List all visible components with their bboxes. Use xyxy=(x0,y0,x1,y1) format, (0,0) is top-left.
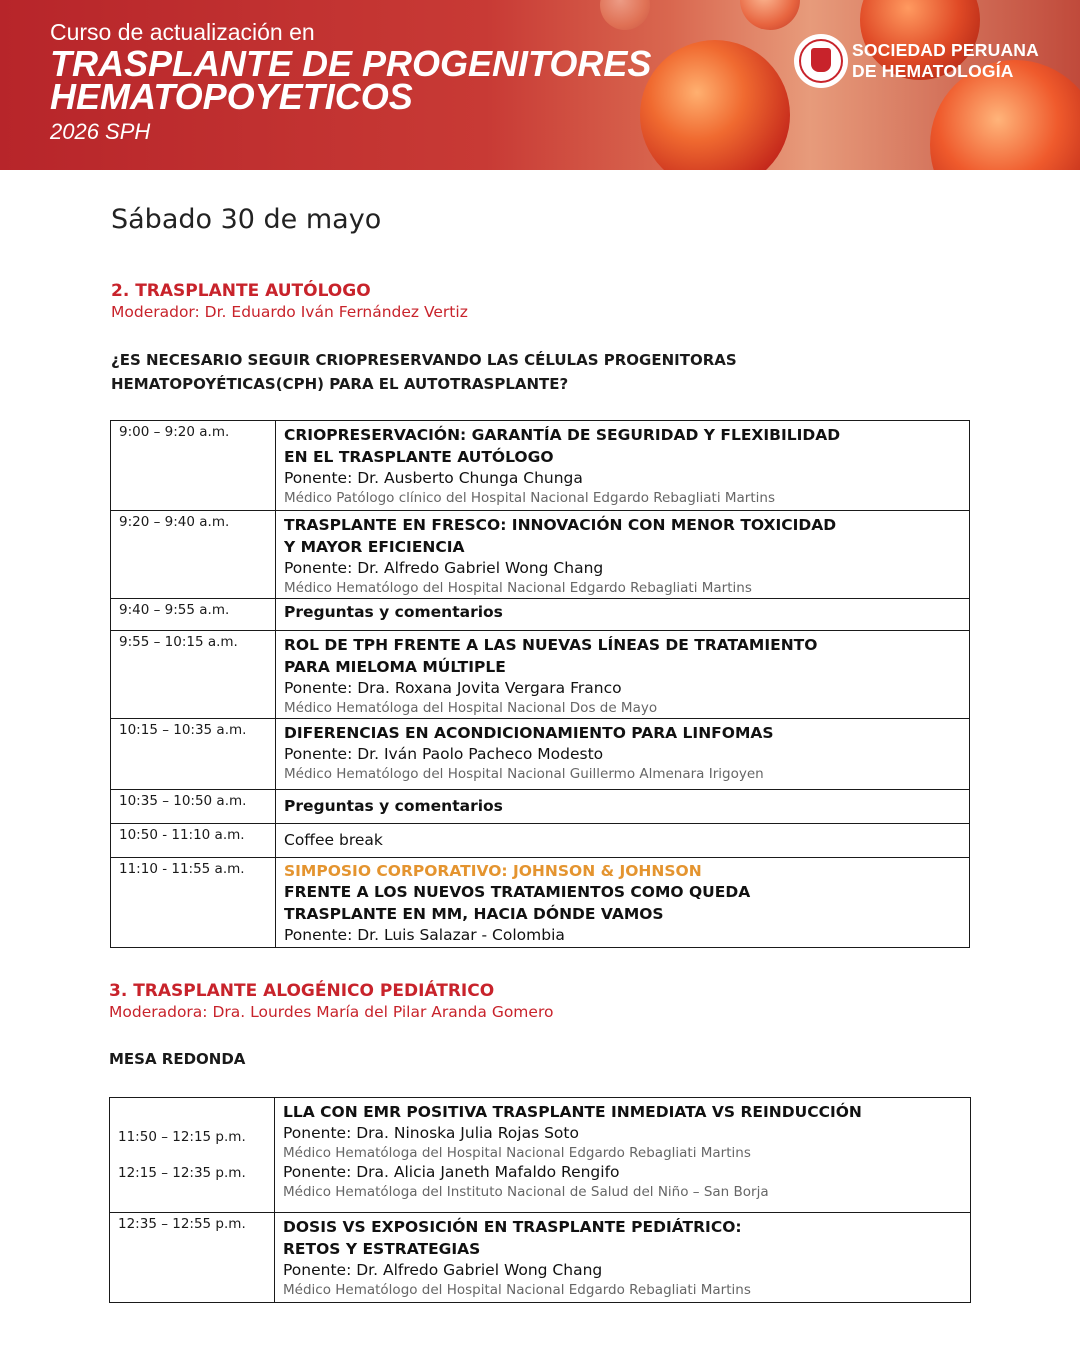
table-row xyxy=(111,790,970,824)
table-row xyxy=(111,421,970,511)
talk-title: LLA CON EMR POSITIVA TRASPLANTE INMEDIATA VS REINDUCCIÓN xyxy=(283,1103,862,1121)
speaker: Ponente: Dr. Alfredo Gabriel Wong Chang xyxy=(284,559,604,577)
row-content xyxy=(276,858,970,948)
society-name-line: DE HEMATOLOGÍA xyxy=(852,61,1014,81)
section-title: 2. TRASPLANTE AUTÓLOGO xyxy=(111,281,371,301)
speaker: Ponente: Dra. Ninoska Julia Rojas Soto xyxy=(283,1124,579,1142)
speaker: Ponente: Dr. Iván Paolo Pacheco Modesto xyxy=(284,745,604,763)
course-title-line: TRASPLANTE DE PROGENITORES xyxy=(50,43,652,84)
symposium-label: SIMPOSIO CORPORATIVO: JOHNSON & JOHNSON xyxy=(284,862,702,880)
break-label: Preguntas y comentarios xyxy=(284,603,503,621)
row-time: 9:00 – 9:20 a.m. xyxy=(111,421,276,511)
speaker-institution: Médico Hematóloga del Hospital Nacional Dos de Mayo xyxy=(284,700,658,716)
talk-title: Y MAYOR EFICIENCIA xyxy=(284,538,465,556)
row-content xyxy=(276,719,970,790)
speaker-institution: Médico Patólogo clínico del Hospital Nacional Edgardo Rebagliati Martins xyxy=(284,490,775,506)
table-row xyxy=(111,858,970,948)
speaker: Ponente: Dr. Alfredo Gabriel Wong Chang xyxy=(283,1261,603,1279)
table-row xyxy=(111,511,970,599)
row-content xyxy=(276,631,970,719)
course-subtitle: Curso de actualización en xyxy=(50,19,315,45)
schedule-table xyxy=(110,420,970,948)
section-title: 3. TRASPLANTE ALOGÉNICO PEDIÁTRICO xyxy=(109,981,495,1001)
course-title-line: HEMATOPOYETICOS xyxy=(50,76,413,117)
society-name xyxy=(852,40,1039,82)
row-time: 9:55 – 10:15 a.m. xyxy=(111,631,276,719)
row-content xyxy=(275,1213,971,1303)
society-logo-icon xyxy=(794,34,848,88)
table-row xyxy=(111,824,970,858)
speaker-institution: Médico Hematólogo del Hospital Nacional Edgardo Rebagliati Martins xyxy=(283,1282,751,1298)
course-title xyxy=(50,43,652,117)
header-banner xyxy=(0,0,1080,170)
speaker-institution: Médico Hematólogo del Hospital Nacional Guillermo Almenara Irigoyen xyxy=(284,766,764,782)
row-content xyxy=(276,824,970,858)
break-label: Preguntas y comentarios xyxy=(284,797,503,815)
row-content xyxy=(276,599,970,631)
row-content xyxy=(276,421,970,511)
row-time-a: 11:50 – 12:15 p.m. xyxy=(118,1129,246,1145)
talk-title: TRASPLANTE EN FRESCO: INNOVACIÓN CON MENOR TOXICIDAD xyxy=(284,516,837,534)
row-time: 10:50 - 11:10 a.m. xyxy=(111,824,276,858)
decorative-cell xyxy=(640,40,790,170)
speaker-institution: Médico Hematóloga del Hospital Nacional Edgardo Rebagliati Martins xyxy=(283,1145,751,1161)
section-question xyxy=(111,348,737,396)
row-time xyxy=(110,1098,275,1213)
speaker: Ponente: Dr. Ausberto Chunga Chunga xyxy=(284,469,583,487)
session-format: MESA REDONDA xyxy=(109,1050,246,1068)
decorative-cell xyxy=(600,0,650,30)
talk-title: DOSIS VS EXPOSICIÓN EN TRASPLANTE PEDIÁTRICO: xyxy=(283,1218,742,1236)
row-time: 10:15 – 10:35 a.m. xyxy=(111,719,276,790)
row-time-b: 12:15 – 12:35 p.m. xyxy=(118,1165,246,1181)
talk-title: TRASPLANTE EN MM, HACIA DÓNDE VAMOS xyxy=(284,905,664,923)
speaker: Ponente: Dra. Roxana Jovita Vergara Franco xyxy=(284,679,622,697)
table-row xyxy=(111,599,970,631)
row-content xyxy=(276,790,970,824)
talk-title: CRIOPRESERVACIÓN: GARANTÍA DE SEGURIDAD Y FLEXIBILIDAD xyxy=(284,426,841,444)
speaker-institution: Médico Hematóloga del Instituto Nacional de Salud del Niño – San Borja xyxy=(283,1184,769,1200)
row-time: 9:20 – 9:40 a.m. xyxy=(111,511,276,599)
table-row xyxy=(111,719,970,790)
question-line: HEMATOPOYÉTICAS(CPH) PARA EL AUTOTRASPLANTE? xyxy=(111,375,569,393)
row-time: 10:35 – 10:50 a.m. xyxy=(111,790,276,824)
row-content xyxy=(276,511,970,599)
talk-title: DIFERENCIAS EN ACONDICIONAMIENTO PARA LINFOMAS xyxy=(284,724,774,742)
speaker-institution: Médico Hematólogo del Hospital Nacional Edgardo Rebagliati Martins xyxy=(284,580,752,596)
table-row xyxy=(110,1213,971,1303)
society-name-line: SOCIEDAD PERUANA xyxy=(852,40,1039,60)
talk-title: RETOS Y ESTRATEGIAS xyxy=(283,1240,481,1258)
logo-emblem xyxy=(811,48,831,72)
speaker: Ponente: Dr. Luis Salazar - Colombia xyxy=(284,926,565,944)
table-row xyxy=(111,631,970,719)
talk-title: PARA MIELOMA MÚLTIPLE xyxy=(284,658,506,676)
row-time: 12:35 – 12:55 p.m. xyxy=(110,1213,275,1303)
page-date: Sábado 30 de mayo xyxy=(111,204,382,235)
speaker: Ponente: Dra. Alicia Janeth Mafaldo Rengifo xyxy=(283,1163,620,1181)
schedule-table xyxy=(109,1097,971,1303)
break-label: Coffee break xyxy=(284,831,383,849)
question-line: ¿ES NECESARIO SEGUIR CRIOPRESERVANDO LAS CÉLULAS PROGENITORAS xyxy=(111,351,737,369)
decorative-cell xyxy=(740,0,800,30)
row-time: 9:40 – 9:55 a.m. xyxy=(111,599,276,631)
table-row xyxy=(110,1098,971,1213)
section-moderator: Moderador: Dr. Eduardo Iván Fernández Vertiz xyxy=(111,303,468,321)
talk-title: EN EL TRASPLANTE AUTÓLOGO xyxy=(284,448,554,466)
row-content xyxy=(275,1098,971,1213)
talk-title: ROL DE TPH FRENTE A LAS NUEVAS LÍNEAS DE TRATAMIENTO xyxy=(284,636,818,654)
row-time: 11:10 - 11:55 a.m. xyxy=(111,858,276,948)
section-moderator: Moderadora: Dra. Lourdes María del Pilar Aranda Gomero xyxy=(109,1003,554,1021)
talk-title: FRENTE A LOS NUEVOS TRATAMIENTOS COMO QUEDA xyxy=(284,883,751,901)
course-year: 2026 SPH xyxy=(50,119,151,144)
